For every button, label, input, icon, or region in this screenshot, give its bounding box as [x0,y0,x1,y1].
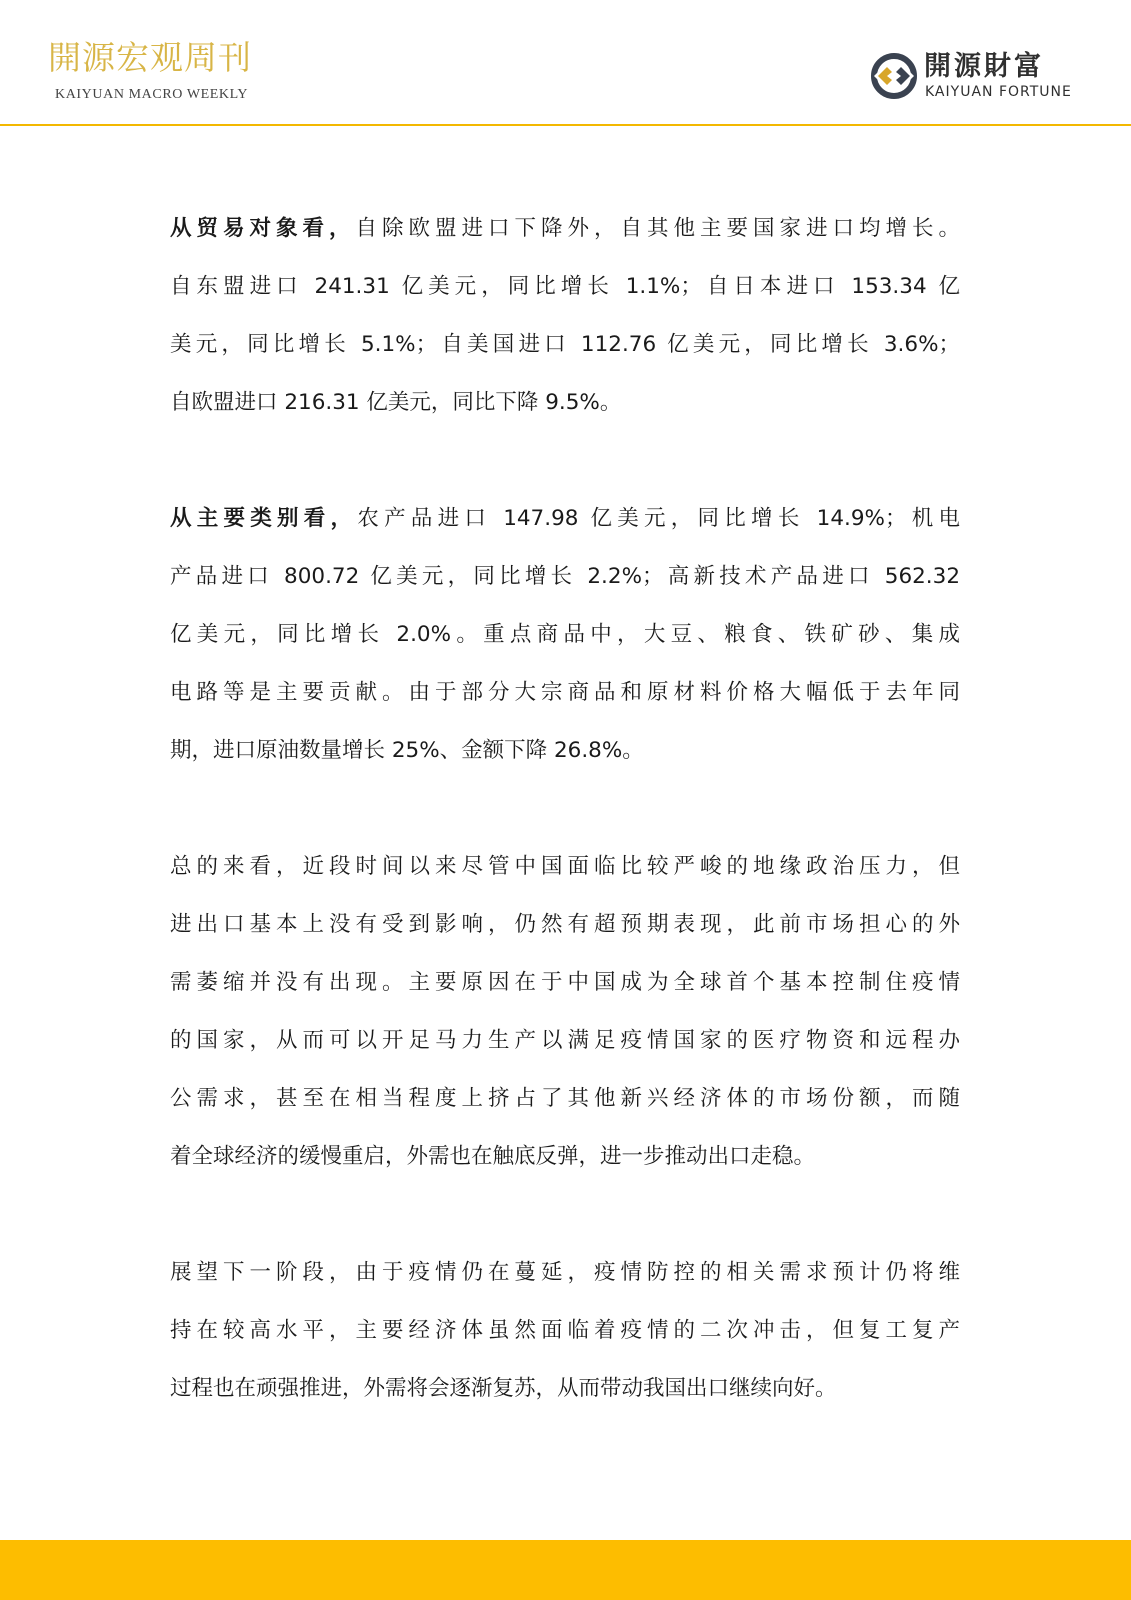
logo-name-en: KAIYUAN FORTUNE [925,84,1072,100]
logo-name-cn: 開源財富 [924,51,1044,82]
publication-subtitle: KAIYUAN MACRO WEEKLY [55,87,249,102]
paragraph-line: 过程也在顽强推进，外需将会逐渐复苏，从而带动我国出口继续向好。 [170,1376,837,1401]
paragraph-line: 公需求，甚至在相当程度上挤占了其他新兴经济体的市场份额，而随 [170,1086,960,1111]
paragraph-line: 亿美元，同比增长 2.0%。重点商品中，大豆、粮食、铁矿砂、集成 [170,622,960,647]
paragraph-line: 美元，同比增长 5.1%；自美国进口 112.76 亿美元，同比增长 3.6%； [170,332,960,357]
paragraph-line: 进出口基本上没有受到影响，仍然有超预期表现，此前市场担心的外 [170,912,960,937]
paragraph-line: 电路等是主要贡献。由于部分大宗商品和原材料价格大幅低于去年同 [170,680,960,705]
paragraph-summary [170,838,960,1186]
paragraph-outlook [170,1244,960,1418]
paragraph-lead: 从贸易对象看， [170,216,356,241]
paragraph-line: 自欧盟进口 216.31 亿美元，同比下降 9.5%。 [170,390,622,415]
publication-title: 開源宏观周刊 [48,38,252,77]
paragraph-line [170,490,960,548]
article-body [170,200,960,1476]
paragraph-line: 产品进口 800.72 亿美元，同比增长 2.2%；高新技术产品进口 562.32 [170,564,960,589]
paragraph-line: 自东盟进口 241.31 亿美元，同比增长 1.1%；自日本进口 153.34 亿 [170,274,960,299]
paragraph-line: 着全球经济的缓慢重启，外需也在触底反弹，进一步推动出口走稳。 [170,1144,816,1169]
footer-bar [0,1540,1131,1600]
header-divider [0,124,1131,126]
paragraph-line: 持在较高水平，主要经济体虽然面临着疫情的二次冲击，但复工复产 [170,1318,960,1343]
kaiyuan-logo-icon [868,50,920,102]
paragraph-lead: 从主要类别看， [170,506,358,531]
paragraph-trade-partners [170,200,960,432]
line-text: 农产品进口 147.98 亿美元，同比增长 14.9%；机电 [357,506,960,531]
paragraph-line [170,200,960,258]
paragraph-line: 需萎缩并没有出现。主要原因在于中国成为全球首个基本控制住疫情 [170,970,960,995]
paragraph-line: 的国家，从而可以开足马力生产以满足疫情国家的医疗物资和远程办 [170,1028,960,1053]
paragraph-line: 总的来看，近段时间以来尽管中国面临比较严峻的地缘政治压力，但 [170,854,960,879]
paragraph-line: 展望下一阶段，由于疫情仍在蔓延，疫情防控的相关需求预计仍将维 [170,1260,960,1285]
line-text: 自除欧盟进口下降外，自其他主要国家进口均增长。 [355,216,960,241]
paragraph-line: 期，进口原油数量增长 25%、金额下降 26.8%。 [170,738,644,763]
page-header [0,0,1131,126]
company-logo [868,50,1088,110]
paragraph-product-categories [170,490,960,780]
